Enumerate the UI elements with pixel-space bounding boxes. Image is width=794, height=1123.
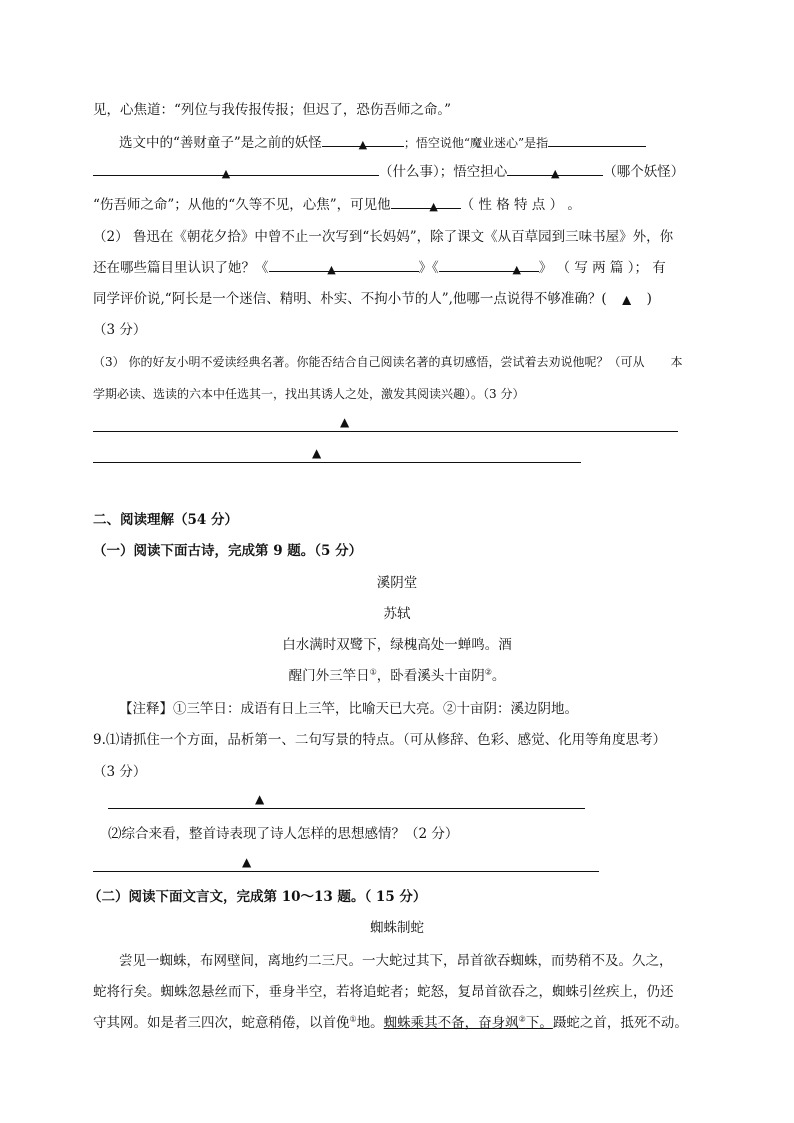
q8-2-text-d: 同学评价说,“阿长是一个迷信、精明、朴实、不拘小节的人”,他哪一点说得不够准确？( xyxy=(93,291,607,307)
text-line-3-c: 蜘蛛乘其不备，奋身飒 xyxy=(383,1015,519,1031)
poem-author: 苏轼 xyxy=(383,606,411,622)
q8-1-line2 xyxy=(93,162,684,182)
answer-line[interactable] xyxy=(93,871,599,872)
answer-mark: ▲ xyxy=(429,200,438,213)
q8-2-text-e: ) xyxy=(646,291,652,307)
answer-mark: ▲ xyxy=(327,263,336,276)
underlined-sentence xyxy=(384,1015,553,1031)
text-line-3-d: 下。 xyxy=(525,1015,553,1031)
text-title: 蜘蛛制蛇 xyxy=(370,920,424,936)
answer-blank[interactable] xyxy=(391,195,461,213)
q8-1-text-d: （哪个妖怪） xyxy=(603,164,685,180)
q9-2: ⑵综合来看，整首诗表现了诗人怎样的思想感情？（2 分） xyxy=(108,826,459,842)
text-line-3-e: 蹑蛇之首，抵死不动。 xyxy=(552,1015,688,1031)
answer-blank[interactable] xyxy=(322,133,404,151)
text-line-3-a: 守其网。如是者三四次，蛇意稍倦，以首俛 xyxy=(93,1015,350,1031)
q8-1-text-e: “伤吾师之命”；从他的“久等不见，心焦”，可见他 xyxy=(93,197,391,213)
answer-line[interactable] xyxy=(93,431,678,432)
note-marker: ① xyxy=(349,1014,357,1024)
answer-blank[interactable] xyxy=(269,258,419,276)
note-marker: ① xyxy=(369,667,377,677)
text-line-3 xyxy=(93,1013,688,1033)
q8-1-text-b: ；悟空说他“魔业迷心”是指 xyxy=(403,136,549,150)
answer-mark: ▲ xyxy=(358,138,368,151)
answer-mark: ▲ xyxy=(551,167,560,180)
q8-1-text-f: （ 性 格 特 点 ） 。 xyxy=(460,197,581,213)
answer-mark: ▲ xyxy=(340,415,350,429)
q8-3-line1 xyxy=(93,352,682,372)
q8-1-text-c: （什么事）；悟空担心 xyxy=(379,164,508,180)
poem-line-2-c: 。 xyxy=(491,668,506,684)
answer-blank[interactable] xyxy=(93,162,379,180)
q8-2-line2 xyxy=(93,258,666,278)
poem-line-2-b: ，卧看溪头十亩阴 xyxy=(376,668,485,684)
q9-1-score: （3 分） xyxy=(93,764,147,780)
q8-2-text-b: 》《 xyxy=(418,260,439,276)
q8-2-score: （3 分） xyxy=(93,322,147,338)
passage-last-line: 见，心焦道：“列位与我传报传报；但迟了，恐伤吾师之命。” xyxy=(93,102,452,118)
answer-mark: ▲ xyxy=(312,446,322,460)
q9-1: 9.⑴请抓住一个方面，品析第一、二句写景的特点。（可从修辞、色彩、感觉、化用等角度思考） xyxy=(93,732,667,748)
answer-mark: ▲ xyxy=(242,855,252,869)
q8-3-line2: 学期必读、选读的六本中任选其一，找出其诱人之处，激发其阅读兴趣）。（3 分） xyxy=(93,387,525,401)
answer-blank[interactable] xyxy=(439,258,539,276)
poem-note: 【注释】①三竿日：成语有日上三竿，比喻天已大亮。②十亩阴：溪边阴地。 xyxy=(119,701,578,717)
q8-3-text-a: （3） 你的好友小明不爱读经典名著。你能否结合自己阅读名著的真切感悟，尝试着去劝说他呢？（可从 xyxy=(93,355,645,369)
note-marker: ② xyxy=(484,667,492,677)
q8-2-text-c: 》 （ 写 两 篇 ）； 有 xyxy=(538,260,666,276)
part2-heading: （二）阅读下面文言文，完成第 10～13 题。（ 15 分） xyxy=(88,889,427,905)
section-title: 二、阅读理解（54 分） xyxy=(93,512,238,528)
poem-line-1: 白水满时双鹭下，绿槐高处一蝉鸣。酒 xyxy=(282,637,512,653)
note-marker: ② xyxy=(518,1014,526,1024)
q8-2-line1: （2） 鲁迅在《朝花夕拾》中曾不止一次写到“长妈妈”，除了课文《从百草园到三味书屋》外，你 xyxy=(93,229,674,245)
answer-mark: ▲ xyxy=(221,167,231,180)
text-line-3-b: 地。 xyxy=(356,1015,384,1031)
q8-1-line1 xyxy=(119,133,646,153)
answer-mark: ▲ xyxy=(512,263,521,276)
answer-blank[interactable] xyxy=(548,133,646,147)
poem-line-2-a: 醒门外三竿日 xyxy=(288,668,370,684)
q8-3-text-b: 本 xyxy=(670,355,683,369)
q8-2-text-a: 还在哪些篇目里认识了她？《 xyxy=(93,260,269,276)
answer-mark: ▲ xyxy=(622,293,631,306)
poem-title: 溪阴堂 xyxy=(376,575,418,591)
poem-line-2 xyxy=(0,666,794,686)
q8-1-line3 xyxy=(93,195,581,215)
answer-line[interactable] xyxy=(93,462,581,463)
q8-2-line3 xyxy=(93,289,652,310)
answer-mark: ▲ xyxy=(255,792,265,806)
q8-1-text-a: 选文中的“善财童子”是之前的妖怪 xyxy=(119,135,322,151)
text-line-1: 尝见一蜘蛛，布网壁间，离地约二三尺。一大蛇过其下，昂首欲吞蜘蛛，而势稍不及。久之， xyxy=(119,953,673,969)
answer-line[interactable] xyxy=(108,808,585,809)
part1-heading: （一）阅读下面古诗，完成第 9 题。（5 分） xyxy=(93,543,363,559)
text-line-2: 蛇将行矣。蜘蛛忽悬丝而下，垂身半空，若将追蛇者；蛇怒，复昂首欲吞之，蜘蛛引丝疾上，仍还 xyxy=(93,984,674,1000)
answer-blank[interactable] xyxy=(507,162,603,180)
